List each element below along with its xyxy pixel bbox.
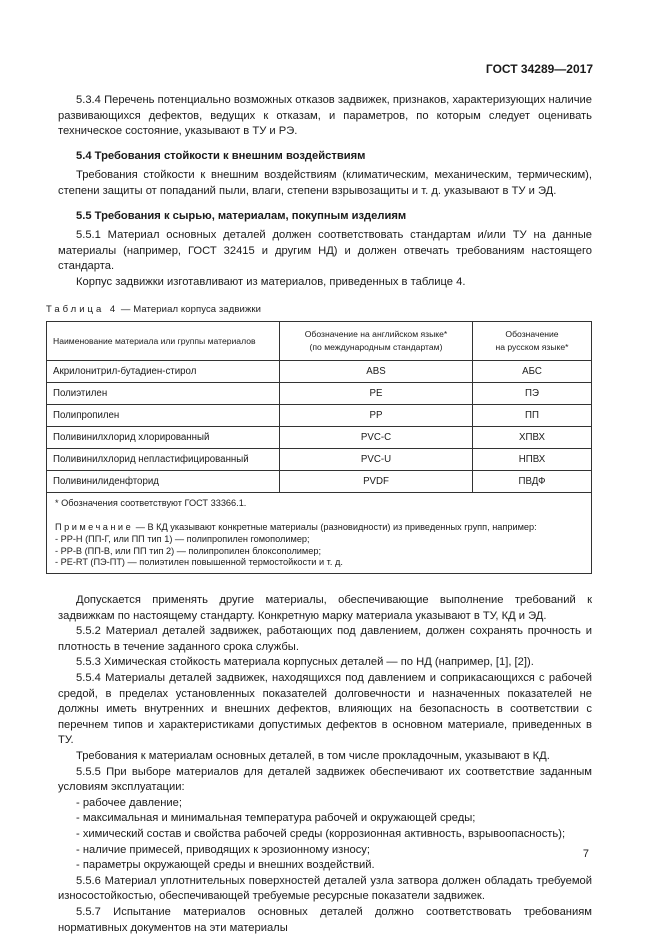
cell-english: PE [280,383,473,405]
cell-russian: ПП [473,405,592,427]
list-item: - наличие примесей, приводящих к эрозионному износу; [76,843,371,856]
note-item: - PE-RT (ПЭ-ПТ) — полиэтилен повышенной термостойкости и т. д. [55,557,343,568]
paragraph-5-5-6: 5.5.6 Материал уплотнительных поверхностей деталей узла затвора должен обладать требуемой износостойкостью, обеспечивающей требуемые ресурсные показатели задвижек. [58,874,592,903]
cell-english: ABS [280,361,473,383]
paragraph-5-4: Требования стойкости к внешним воздействиям (климатическим, механическим, термическим), степени защиты от попаданий пыли, влаги, степени взрывозащиты и т. д. указывают в ТУ и ЭД. [58,169,592,197]
cell-english: PP [280,405,473,427]
table-header-row [47,322,592,361]
header-english-designation [280,322,473,361]
cell-english: PVDF [280,471,473,493]
table-4-caption-text: — Материал корпуса задвижки [120,303,262,315]
cell-english: PVC-C [280,427,473,449]
table-note [55,522,583,534]
header-english-line2: (по международным стандартам) [309,342,443,353]
paragraph-5-5-7: 5.5.7 Испытание материалов основных деталей должно соответствовать требованиям нормативных документов на эти материалы [58,905,592,934]
cell-english: PVC-U [280,449,473,471]
cell-russian: ХПВХ [473,427,592,449]
page-number: 7 [582,848,589,860]
table-row [47,471,592,493]
paragraph-5-5-1: 5.5.1 Материал основных деталей должен соответствовать стандартам и/или ТУ на данные материалы (например, ГОСТ 32415 и другим НД) и должен отвечать требованиям настоящего стандарта. [58,229,592,273]
note-item: - PP-H (ПП-Г, или ПП тип 1) — полипропилен гомополимер; [55,533,310,544]
paragraph-5-5-2: 5.5.2 Материал деталей задвижек, работающих под давлением, должен сохранять прочность и плотность в течение заданного срока службы. [58,625,592,653]
header-russian-designation [473,322,592,361]
table-footnote: * Обозначения соответствуют ГОСТ 33366.1. [55,498,247,509]
paragraph-5-5-4: 5.5.4 Материалы деталей задвижек, находящихся под давлением и соприкасающихся с рабочей средой, в пределах установленных показателей долговечности и назначенных показателей не должны иметь внутренних и внешних дефектов, влияющих на безопасность в соответствии с перечнем типов и характеристиками допустимых дефектов в основном материале, приведенных в ТУ. [58,672,592,747]
cell-material: Полиэтилен [47,383,280,405]
page-content [46,93,592,936]
section-5-5-heading: 5.5 Требования к сырью, материалам, покупным изделиям [76,209,407,222]
note-item: - PP-B (ПП-В, или ПП тип 2) — полипропилен блоксополимер; [55,545,322,556]
material-table [46,321,592,574]
cell-russian: АБС [473,361,592,383]
paragraph-5-3-4: 5.3.4 Перечень потенциально возможных отказов задвижек, признаков, характеризующих наличие развивающихся дефектов, ведущих к отказам, и параметров, по которым следует оценивать техническое состояние, указывают в ТУ и РЭ. [58,94,592,138]
paragraph-5-5-5: 5.5.5 При выборе материалов для деталей задвижек обеспечивают их соответствие заданным условиям эксплуатации: [58,765,592,794]
cell-russian: ПВДФ [473,471,592,493]
header-material-name: Наименование материала или группы материалов [47,322,280,361]
list-item: - параметры окружающей среды и внешних воздействий. [76,859,375,872]
list-item: - максимальная и минимальная температура рабочей и окружающей среды; [76,812,476,825]
cell-material: Полипропилен [47,405,280,427]
section-5-4-heading: 5.4 Требования стойкости к внешним воздействиям [76,149,366,162]
cell-material: Поливинилиденфторид [47,471,280,493]
header-russian-line1: Обозначение [505,329,559,340]
conditions-list [58,796,592,874]
table-notes-cell [47,493,592,574]
header-english-line1: Обозначение на английском языке* [304,329,448,340]
table-row [47,427,592,449]
table-row [47,449,592,471]
cell-russian: ПЭ [473,383,592,405]
table-notes-row [47,493,592,574]
standard-header: ГОСТ 34289—2017 [485,62,593,76]
table-row [47,361,592,383]
list-item: - химический состав и свойства рабочей среды (коррозионная активность, взрывоопасность); [76,828,566,841]
cell-material: Поливинилхлорид непластифицированный [47,449,280,471]
cell-material: Поливинилхлорид хлорированный [47,427,280,449]
table-4-caption-label: Таблица 4 [46,303,119,315]
note-label: Примечание [55,521,134,532]
paragraph-5-5-4-gaskets: Требования к материалам основных деталей, в том числе прокладочным, указывают в КД. [76,750,550,763]
paragraph-other-materials: Допускается применять другие материалы, обеспечивающие выполнение требований к задвижкам по настоящему стандарту. Конкретную марку материала указывают в ТУ, КД и ЭД. [58,594,592,622]
table-row [47,383,592,405]
paragraph-5-5-1-body: Корпус задвижки изготавливают из материалов, приведенных в таблице 4. [76,275,466,288]
table-4-caption [46,302,592,318]
note-text: — В КД указывают конкретные материалы (разновидности) из приведенных групп, например: [135,521,537,532]
table-row [47,405,592,427]
cell-material: Акрилонитрил-бутадиен-стирол [47,361,280,383]
cell-russian: НПВХ [473,449,592,471]
header-russian-line2: на русском языке* [495,342,569,353]
list-item: - рабочее давление; [76,796,182,809]
paragraph-5-5-3: 5.5.3 Химическая стойкость материала корпусных деталей — по НД (например, [1], [2]). [76,656,534,669]
